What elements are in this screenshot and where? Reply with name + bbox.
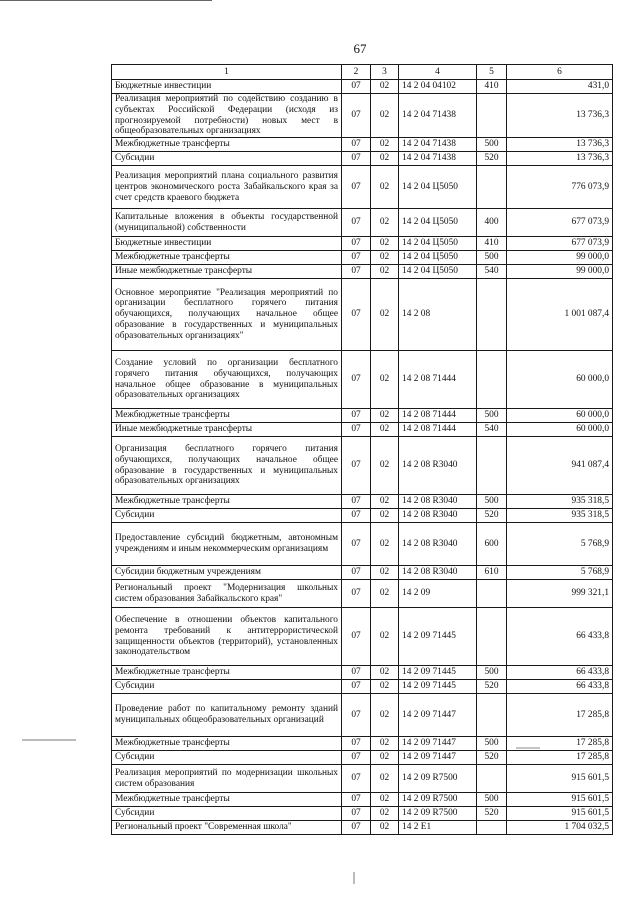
row-target-article: 14 2 04 Ц5050: [399, 237, 477, 251]
row-target-article: 14 2 08 71444: [399, 409, 477, 423]
row-subsection: 02: [371, 351, 399, 409]
row-amount: 66 433,8: [507, 608, 613, 666]
row-section: 07: [342, 523, 371, 566]
col-header-section: 2: [342, 65, 371, 80]
table-row: [112, 608, 613, 666]
table-row: [112, 80, 613, 94]
budget-table: [111, 64, 613, 835]
row-target-article: 14 2 08 71444: [399, 351, 477, 409]
row-name: Межбюджетные трансферты: [112, 251, 342, 265]
table-row: [112, 279, 613, 351]
row-expense-type: 520: [477, 751, 507, 765]
table-row: [112, 166, 613, 209]
row-amount: 17 285,8: [507, 694, 613, 737]
row-amount: 999 321,1: [507, 580, 613, 608]
row-subsection: 02: [371, 409, 399, 423]
table-row: [112, 209, 613, 237]
row-expense-type: [477, 437, 507, 495]
row-expense-type: [477, 580, 507, 608]
row-amount: 1 704 032,5: [507, 821, 613, 835]
table-row: [112, 423, 613, 437]
row-section: 07: [342, 237, 371, 251]
row-amount: 5 768,9: [507, 523, 613, 566]
row-section: 07: [342, 80, 371, 94]
row-target-article: 14 2 04 Ц5050: [399, 209, 477, 237]
row-expense-type: [477, 279, 507, 351]
row-target-article: 14 2 E1: [399, 821, 477, 835]
table-header-row: [112, 65, 613, 80]
row-target-article: 14 2 09 R7500: [399, 793, 477, 807]
row-expense-type: 400: [477, 209, 507, 237]
row-expense-type: 540: [477, 423, 507, 437]
row-amount: 677 073,9: [507, 209, 613, 237]
row-expense-type: 410: [477, 80, 507, 94]
row-target-article: 14 2 09 R7500: [399, 765, 477, 793]
table-row: [112, 523, 613, 566]
row-amount: 915 601,5: [507, 793, 613, 807]
row-name: Субсидии: [112, 807, 342, 821]
row-target-article: 14 2 08 R3040: [399, 566, 477, 580]
row-section: 07: [342, 495, 371, 509]
table-row: [112, 737, 613, 751]
row-subsection: 02: [371, 495, 399, 509]
row-subsection: 02: [371, 580, 399, 608]
row-target-article: 14 2 04 71438: [399, 152, 477, 166]
row-target-article: 14 2 04 04102: [399, 80, 477, 94]
row-expense-type: 500: [477, 409, 507, 423]
table-row: [112, 351, 613, 409]
row-subsection: 02: [371, 251, 399, 265]
row-name: Межбюджетные трансферты: [112, 409, 342, 423]
row-name: Субсидии: [112, 680, 342, 694]
row-subsection: 02: [371, 80, 399, 94]
row-name: Субсидии: [112, 152, 342, 166]
row-name: Региональный проект "Модернизация школьных систем образования Забайкальского края": [112, 580, 342, 608]
row-amount: 915 601,5: [507, 807, 613, 821]
table-row: [112, 251, 613, 265]
row-amount: 13 736,3: [507, 94, 613, 138]
row-amount: 66 433,8: [507, 666, 613, 680]
row-target-article: 14 2 09 71445: [399, 680, 477, 694]
table-row: [112, 94, 613, 138]
row-name: Межбюджетные трансферты: [112, 138, 342, 152]
table-row: [112, 509, 613, 523]
row-expense-type: [477, 608, 507, 666]
row-section: 07: [342, 680, 371, 694]
row-section: 07: [342, 251, 371, 265]
row-expense-type: 500: [477, 666, 507, 680]
row-target-article: 14 2 08 R3040: [399, 495, 477, 509]
row-name: Субсидии: [112, 509, 342, 523]
row-target-article: 14 2 09 71445: [399, 666, 477, 680]
row-section: 07: [342, 751, 371, 765]
table-row: [112, 751, 613, 765]
row-expense-type: [477, 694, 507, 737]
col-header-name: 1: [112, 65, 342, 80]
row-target-article: 14 2 08: [399, 279, 477, 351]
row-section: 07: [342, 821, 371, 835]
row-expense-type: 500: [477, 737, 507, 751]
row-section: 07: [342, 793, 371, 807]
row-name: Межбюджетные трансферты: [112, 666, 342, 680]
row-subsection: 02: [371, 566, 399, 580]
row-section: 07: [342, 351, 371, 409]
row-amount: 776 073,9: [507, 166, 613, 209]
row-subsection: 02: [371, 821, 399, 835]
row-name: Иные межбюджетные трансферты: [112, 265, 342, 279]
row-subsection: 02: [371, 666, 399, 680]
row-expense-type: 520: [477, 509, 507, 523]
row-amount: 941 087,4: [507, 437, 613, 495]
row-subsection: 02: [371, 279, 399, 351]
row-expense-type: 520: [477, 807, 507, 821]
row-section: 07: [342, 423, 371, 437]
row-name: Проведение работ по капитальному ремонту зданий муниципальных общеобразовательных организаций: [112, 694, 342, 737]
row-section: 07: [342, 580, 371, 608]
row-target-article: 14 2 09: [399, 580, 477, 608]
table-row: [112, 793, 613, 807]
row-amount: 60 000,0: [507, 409, 613, 423]
row-expense-type: 500: [477, 138, 507, 152]
row-name: Капитальные вложения в объекты государственной (муниципальной) собственности: [112, 209, 342, 237]
row-subsection: 02: [371, 680, 399, 694]
row-expense-type: 540: [477, 265, 507, 279]
row-expense-type: 610: [477, 566, 507, 580]
row-name: Бюджетные инвестиции: [112, 80, 342, 94]
top-rule: [0, 0, 212, 1]
page-number: 67: [353, 41, 367, 56]
table-row: [112, 152, 613, 166]
row-section: 07: [342, 666, 371, 680]
row-name: Межбюджетные трансферты: [112, 495, 342, 509]
row-section: 07: [342, 437, 371, 495]
row-subsection: 02: [371, 523, 399, 566]
table-row: [112, 566, 613, 580]
row-name: Иные межбюджетные трансферты: [112, 423, 342, 437]
row-target-article: 14 2 09 71447: [399, 694, 477, 737]
row-subsection: 02: [371, 209, 399, 237]
row-target-article: 14 2 09 71447: [399, 751, 477, 765]
row-section: 07: [342, 152, 371, 166]
row-name: Реализация мероприятий по модернизации школьных систем образования: [112, 765, 342, 793]
row-section: 07: [342, 608, 371, 666]
row-section: 07: [342, 509, 371, 523]
table-row: [112, 265, 613, 279]
row-expense-type: 520: [477, 680, 507, 694]
row-amount: 13 736,3: [507, 152, 613, 166]
row-target-article: 14 2 04 Ц5050: [399, 265, 477, 279]
row-expense-type: 520: [477, 152, 507, 166]
row-target-article: 14 2 04 71438: [399, 138, 477, 152]
row-subsection: 02: [371, 737, 399, 751]
row-name: Межбюджетные трансферты: [112, 793, 342, 807]
row-section: 07: [342, 265, 371, 279]
row-subsection: 02: [371, 509, 399, 523]
row-section: 07: [342, 409, 371, 423]
table-row: [112, 138, 613, 152]
row-section: 07: [342, 209, 371, 237]
table-row: [112, 807, 613, 821]
table-row: [112, 694, 613, 737]
col-header-expense-type: 5: [477, 65, 507, 80]
row-amount: 935 318,5: [507, 509, 613, 523]
table-row: [112, 409, 613, 423]
row-expense-type: 500: [477, 793, 507, 807]
row-expense-type: 500: [477, 495, 507, 509]
row-target-article: 14 2 09 71445: [399, 608, 477, 666]
row-amount: 17 285,8: [507, 737, 613, 751]
row-amount: 1 001 087,4: [507, 279, 613, 351]
row-subsection: 02: [371, 765, 399, 793]
table-row: [112, 765, 613, 793]
row-amount: 17 285,8: [507, 751, 613, 765]
row-name: Обеспечение в отношении объектов капитального ремонта требований к антитеррористической защищенности объектов (территорий), установленных законодательством: [112, 608, 342, 666]
row-name: Создание условий по организации бесплатного горячего питания обучающихся, получающих начальное общее образование в муниципальных образовательных организациях: [112, 351, 342, 409]
row-expense-type: [477, 94, 507, 138]
row-section: 07: [342, 279, 371, 351]
row-subsection: 02: [371, 237, 399, 251]
row-amount: 99 000,0: [507, 251, 613, 265]
row-amount: 915 601,5: [507, 765, 613, 793]
row-name: Региональный проект "Современная школа": [112, 821, 342, 835]
row-name: Субсидии: [112, 751, 342, 765]
row-section: 07: [342, 694, 371, 737]
row-expense-type: [477, 765, 507, 793]
row-amount: 677 073,9: [507, 237, 613, 251]
table-row: [112, 237, 613, 251]
row-name: Бюджетные инвестиции: [112, 237, 342, 251]
row-subsection: 02: [371, 793, 399, 807]
row-amount: 13 736,3: [507, 138, 613, 152]
row-name: Основное мероприятие "Реализация мероприятий по организации бесплатного горячего питания обучающихся, получающих начальное общее образование в государственных и муниципальных образовательных организациях": [112, 279, 342, 351]
row-subsection: 02: [371, 166, 399, 209]
col-header-target-article: 4: [399, 65, 477, 80]
row-subsection: 02: [371, 437, 399, 495]
row-expense-type: [477, 351, 507, 409]
row-amount: 5 768,9: [507, 566, 613, 580]
row-subsection: 02: [371, 608, 399, 666]
row-expense-type: 410: [477, 237, 507, 251]
row-subsection: 02: [371, 94, 399, 138]
row-amount: 935 318,5: [507, 495, 613, 509]
row-amount: 431,0: [507, 80, 613, 94]
row-target-article: 14 2 08 R3040: [399, 509, 477, 523]
col-header-subsection: 3: [371, 65, 399, 80]
row-section: 07: [342, 737, 371, 751]
row-name: Субсидии бюджетным учреждениям: [112, 566, 342, 580]
row-name: Реализация мероприятий плана социального развития центров экономического роста Забайкальского края за счет средств краевого бюджета: [112, 166, 342, 209]
row-section: 07: [342, 138, 371, 152]
row-target-article: 14 2 09 R7500: [399, 807, 477, 821]
row-amount: 60 000,0: [507, 423, 613, 437]
row-amount: 66 433,8: [507, 680, 613, 694]
row-subsection: 02: [371, 694, 399, 737]
row-subsection: 02: [371, 138, 399, 152]
row-subsection: 02: [371, 807, 399, 821]
table-row: [112, 666, 613, 680]
row-target-article: 14 2 04 Ц5050: [399, 166, 477, 209]
row-target-article: 14 2 08 R3040: [399, 437, 477, 495]
row-section: 07: [342, 94, 371, 138]
row-subsection: 02: [371, 423, 399, 437]
row-name: Межбюджетные трансферты: [112, 737, 342, 751]
row-name: Организация бесплатного горячего питания обучающихся, получающих начальное общее образование в государственных и муниципальных образовательных организациях: [112, 437, 342, 495]
row-section: 07: [342, 807, 371, 821]
row-expense-type: [477, 821, 507, 835]
row-section: 07: [342, 765, 371, 793]
row-subsection: 02: [371, 265, 399, 279]
row-expense-type: 500: [477, 251, 507, 265]
row-section: 07: [342, 566, 371, 580]
row-amount: 60 000,0: [507, 351, 613, 409]
row-name: Предоставление субсидий бюджетным, автономным учреждениям и иным некоммерческим организациям: [112, 523, 342, 566]
row-subsection: 02: [371, 751, 399, 765]
row-target-article: 14 2 09 71447: [399, 737, 477, 751]
row-subsection: 02: [371, 152, 399, 166]
row-target-article: 14 2 08 71444: [399, 423, 477, 437]
table-row: [112, 821, 613, 835]
table-row: [112, 580, 613, 608]
row-target-article: 14 2 04 Ц5050: [399, 251, 477, 265]
table-row: [112, 495, 613, 509]
row-target-article: 14 2 08 R3040: [399, 523, 477, 566]
row-expense-type: [477, 166, 507, 209]
row-amount: 99 000,0: [507, 265, 613, 279]
row-target-article: 14 2 04 71438: [399, 94, 477, 138]
col-header-amount: 6: [507, 65, 613, 80]
row-section: 07: [342, 166, 371, 209]
table-row: [112, 437, 613, 495]
row-expense-type: 600: [477, 523, 507, 566]
table-row: [112, 680, 613, 694]
row-name: Реализация мероприятий по содействию созданию в субъектах Российской Федерации (исходя из прогнозируемой потребности) новых мест в общеобразовательных организациях: [112, 94, 342, 138]
